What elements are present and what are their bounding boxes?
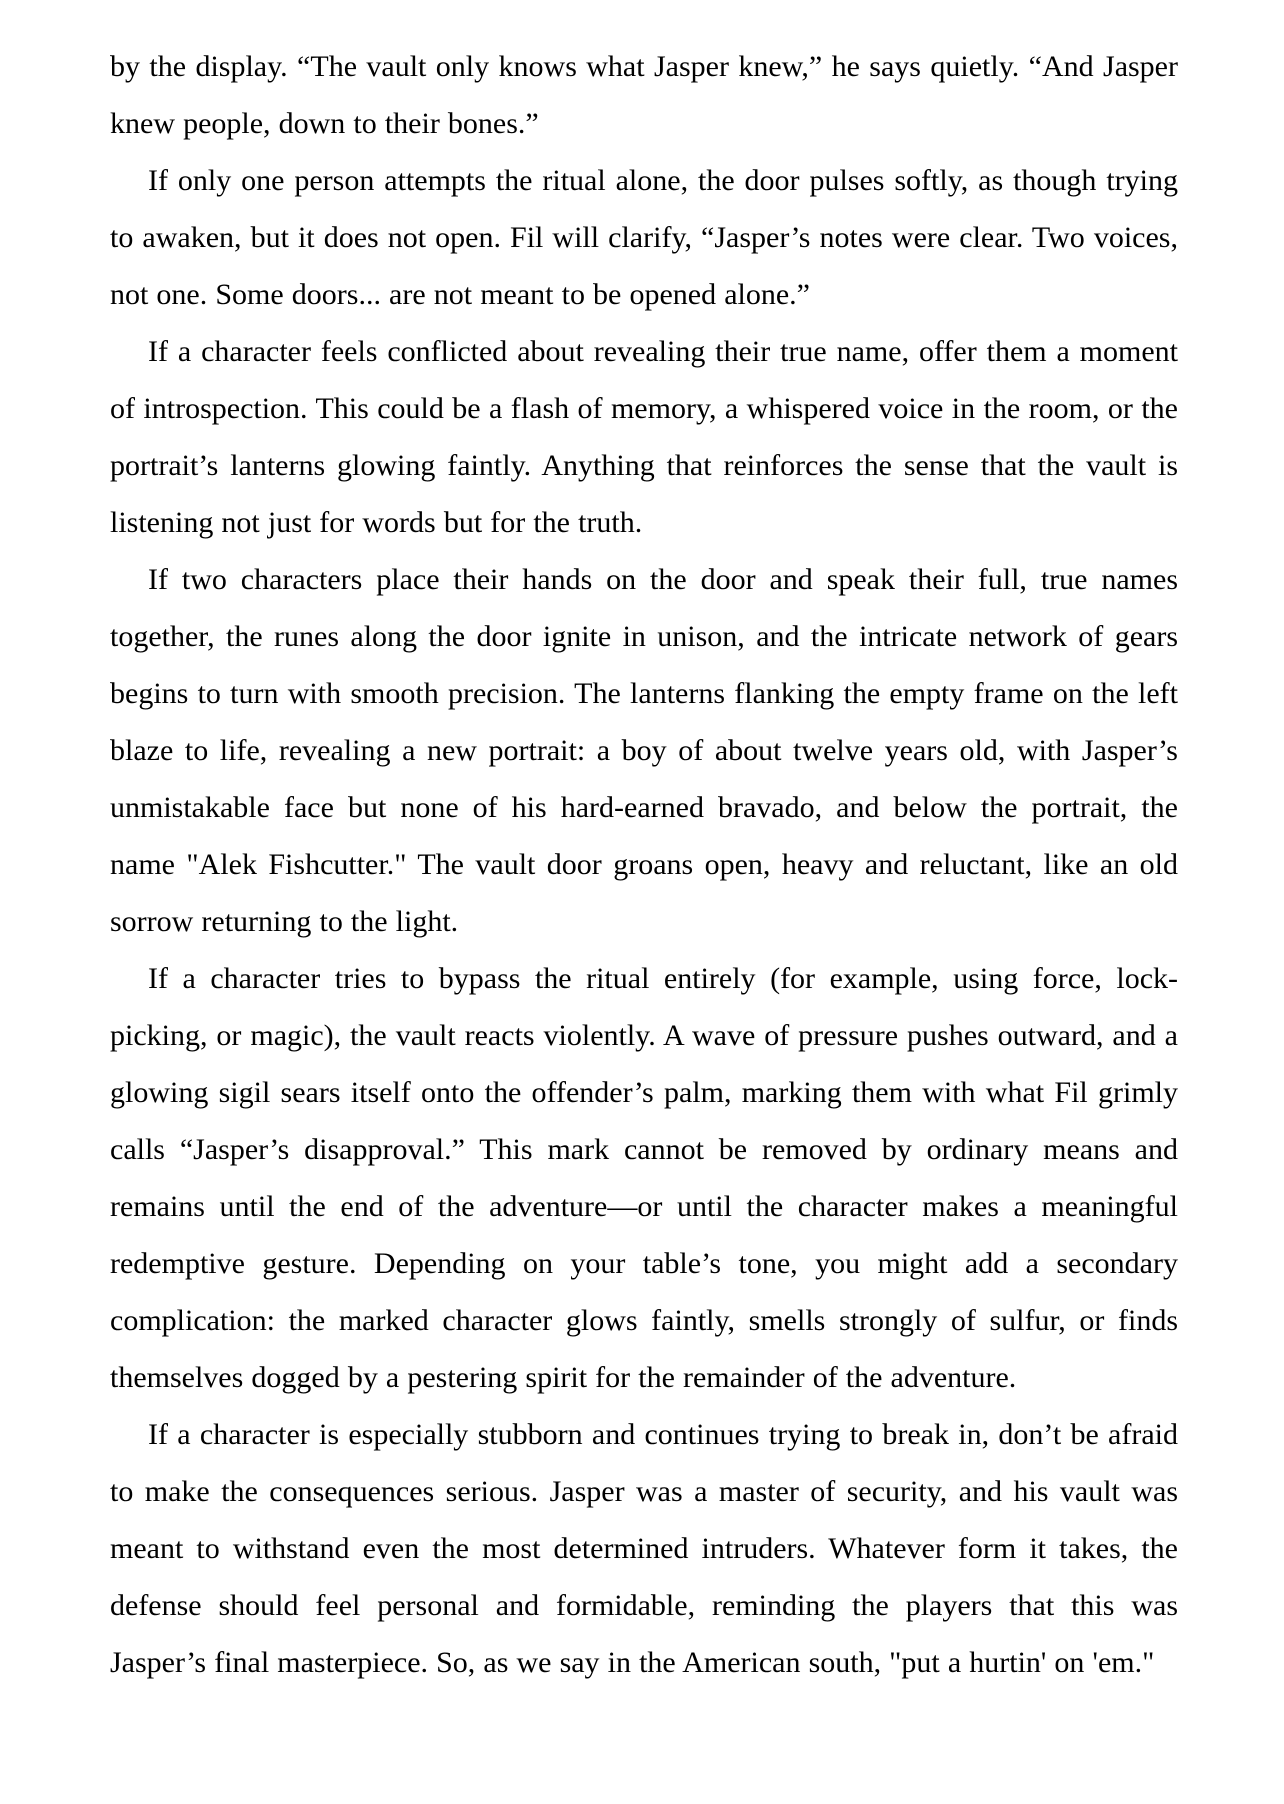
paragraph: If only one person attempts the ritual alone, the door pulses softly, as though trying to awaken, but it does not open. Fil will clarify, “Jasper’s notes were clear. Two voices, not one. Some doors... are not meant to be opened alone.” [110, 164, 1178, 311]
paragraph: If a character tries to bypass the ritual entirely (for example, using force, lock-picking, or magic), the vault reacts violently. A wave of pressure pushes outward, and a glowing sigil sears itself onto the offender’s palm, marking them with what Fil grimly calls “Jasper’s disapproval.” This mark cannot be removed by ordinary means and remains until the end of the adventure—or until the character makes a meaningful redemptive gesture. Depending on your table’s tone, you might add a secondary complication: the marked character glows faintly, smells strongly of sulfur, or finds themselves dogged by a pestering spirit for the remainder of the adventure. [110, 962, 1178, 1394]
paragraph-continuation: by the display. “The vault only knows what Jasper knew,” he says quietly. “And Jasper knew people, down to their bones.” [110, 50, 1178, 140]
paragraph: If a character is especially stubborn and continues trying to break in, don’t be afraid to make the consequences serious. Jasper was a master of security, and his vault was meant to withstand even the most determined intruders. Whatever form it takes, the defense should feel personal and formidable, reminding the players that this was Jasper’s final masterpiece. So, as we say in the American south, "put a hurtin' on 'em." [110, 1418, 1178, 1679]
paragraph: If two characters place their hands on the door and speak their full, true names together, the runes along the door ignite in unison, and the intricate network of gears begins to turn with smooth precision. The lanterns flanking the empty frame on the left blaze to life, revealing a new portrait: a boy of about twelve years old, with Jasper’s unmistakable face but none of his hard-earned bravado, and below the portrait, the name "Alek Fishcutter." The vault door groans open, heavy and reluctant, like an old sorrow returning to the light. [110, 563, 1178, 938]
paragraph: If a character feels conflicted about revealing their true name, offer them a moment of introspection. This could be a flash of memory, a whispered voice in the room, or the portrait’s lanterns glowing faintly. Anything that reinforces the sense that the vault is listening not just for words but for the truth. [110, 335, 1178, 539]
